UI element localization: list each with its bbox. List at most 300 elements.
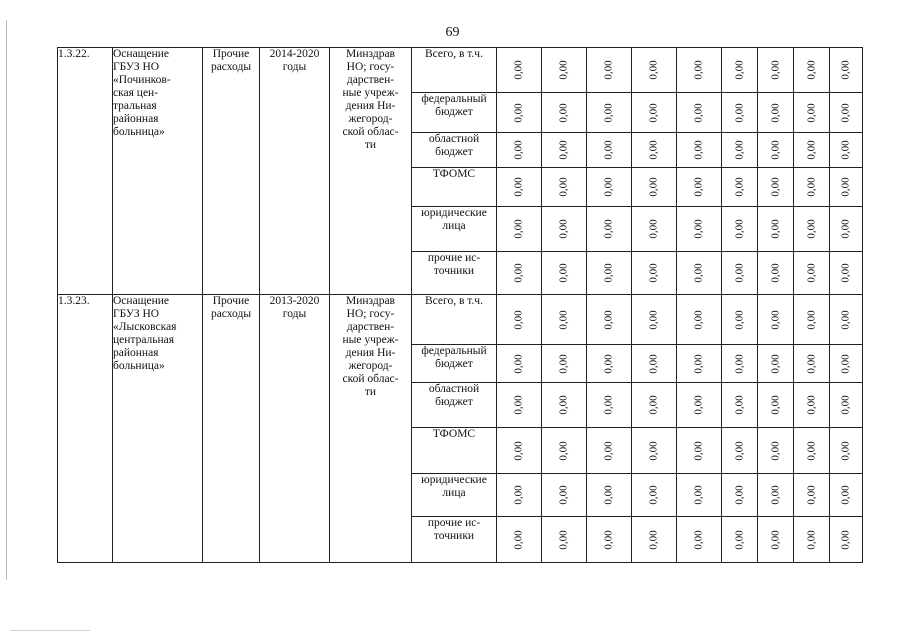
amount-value: 0,00 <box>692 353 705 374</box>
executor-line: ные учреж- <box>342 87 399 99</box>
amount-cell <box>758 252 794 295</box>
funding-source-line: юридические <box>421 474 487 486</box>
funding-source-line: бюджет <box>435 358 473 370</box>
amount-cell <box>497 168 542 207</box>
amount-cell <box>632 345 677 383</box>
funding-source-line: бюджет <box>435 396 473 408</box>
amount-cell <box>497 517 542 563</box>
amount-cell <box>497 383 542 428</box>
amount-value: 0,00 <box>733 485 745 505</box>
funding-source <box>412 383 497 428</box>
amount-cell <box>542 133 587 168</box>
period <box>260 295 330 563</box>
amount-value: 0,00 <box>805 263 817 283</box>
item-name <box>113 48 203 295</box>
amount-cell <box>497 295 542 345</box>
amount-cell <box>677 517 722 563</box>
executor-line: ской облас- <box>342 373 399 385</box>
amount-cell <box>722 93 758 133</box>
amount-value: 0,00 <box>647 219 660 239</box>
executor-line: дения Ни- <box>345 100 396 112</box>
amount-cell <box>830 295 863 345</box>
amount-value: 0,00 <box>512 140 525 160</box>
amount-cell <box>722 207 758 252</box>
amount-cell <box>542 48 587 93</box>
amount-cell <box>497 48 542 93</box>
amount-cell <box>542 295 587 345</box>
amount-value: 0,00 <box>647 440 660 461</box>
amount-cell <box>722 517 758 563</box>
funding-source-line: лица <box>442 220 466 232</box>
amount-value: 0,00 <box>557 485 570 505</box>
amount-value: 0,00 <box>692 309 705 330</box>
amount-value: 0,00 <box>805 529 817 550</box>
amount-value: 0,00 <box>769 102 781 123</box>
amount-cell <box>794 474 830 517</box>
executor-line: дарствен- <box>346 74 395 86</box>
amount-cell <box>830 48 863 93</box>
amount-cell <box>677 474 722 517</box>
amount-cell <box>794 133 830 168</box>
amount-value: 0,00 <box>602 102 615 123</box>
amount-value: 0,00 <box>647 102 660 123</box>
amount-value: 0,00 <box>647 60 660 80</box>
amount-cell <box>830 474 863 517</box>
amount-cell <box>587 474 632 517</box>
amount-cell <box>758 517 794 563</box>
funding-source-line: прочие ис- <box>427 517 481 529</box>
funding-source <box>412 295 497 345</box>
amount-value: 0,00 <box>647 353 660 374</box>
amount-value: 0,00 <box>557 60 570 80</box>
page-number: 69 <box>445 25 460 40</box>
expense-type-line: расходы <box>210 308 252 320</box>
amount-value: 0,00 <box>805 177 817 197</box>
amount-value: 0,00 <box>512 60 525 80</box>
amount-value: 0,00 <box>512 219 525 239</box>
amount-value: 0,00 <box>839 529 852 550</box>
period-line: годы <box>282 61 307 73</box>
amount-value: 0,00 <box>769 263 781 283</box>
amount-value: 0,00 <box>512 177 525 197</box>
amount-cell <box>587 133 632 168</box>
amount-cell <box>542 428 587 474</box>
expense-type <box>203 48 260 295</box>
amount-cell <box>497 207 542 252</box>
expense-type-line: расходы <box>210 61 252 73</box>
amount-value: 0,00 <box>692 263 705 283</box>
amount-value: 0,00 <box>512 440 525 461</box>
amount-cell <box>794 93 830 133</box>
amount-cell <box>542 252 587 295</box>
item-name-line: больница» <box>113 126 165 138</box>
item-name-line: больница» <box>113 360 165 372</box>
amount-cell <box>722 428 758 474</box>
amount-cell <box>758 383 794 428</box>
funding-source <box>412 207 497 252</box>
executor-line: НО; госу- <box>346 61 395 73</box>
amount-cell <box>722 474 758 517</box>
item-name-line: районная <box>113 347 159 359</box>
amount-value: 0,00 <box>839 353 852 374</box>
amount-value: 0,00 <box>769 353 781 374</box>
amount-cell <box>830 252 863 295</box>
amount-cell <box>677 295 722 345</box>
amount-value: 0,00 <box>602 219 615 239</box>
amount-cell <box>830 93 863 133</box>
funding-source-line: Всего, в т.ч. <box>425 295 483 307</box>
amount-cell <box>722 295 758 345</box>
amount-value: 0,00 <box>647 263 660 283</box>
amount-value: 0,00 <box>602 353 615 374</box>
amount-value: 0,00 <box>839 485 852 505</box>
amount-cell <box>632 207 677 252</box>
amount-cell <box>722 345 758 383</box>
item-name-line: «Починков- <box>113 74 171 86</box>
amount-cell <box>587 295 632 345</box>
amount-cell <box>722 252 758 295</box>
amount-cell <box>794 252 830 295</box>
amount-value: 0,00 <box>557 309 570 330</box>
amount-value: 0,00 <box>805 60 817 80</box>
funding-source-line: бюджет <box>435 146 473 158</box>
amount-value: 0,00 <box>557 219 570 239</box>
amount-value: 0,00 <box>602 395 615 415</box>
amount-value: 0,00 <box>692 140 705 160</box>
executor <box>330 295 412 563</box>
amount-cell <box>794 48 830 93</box>
amount-cell <box>722 48 758 93</box>
item-name-line: ская цен- <box>113 87 159 99</box>
amount-value: 0,00 <box>692 102 705 123</box>
amount-cell <box>794 168 830 207</box>
amount-cell <box>794 517 830 563</box>
amount-value: 0,00 <box>512 395 525 415</box>
funding-source-line: Всего, в т.ч. <box>425 48 483 60</box>
amount-cell <box>632 383 677 428</box>
amount-cell <box>722 168 758 207</box>
amount-cell <box>830 207 863 252</box>
amount-value: 0,00 <box>733 60 745 80</box>
amount-value: 0,00 <box>839 440 852 461</box>
amount-value: 0,00 <box>602 263 615 283</box>
funding-source-line: ТФОМС <box>432 428 476 440</box>
amount-cell <box>830 517 863 563</box>
amount-cell <box>632 428 677 474</box>
amount-cell <box>794 207 830 252</box>
executor-line: жегород- <box>348 113 393 125</box>
amount-value: 0,00 <box>512 529 525 550</box>
item-name-line: Оснащение <box>113 48 170 60</box>
amount-cell <box>722 133 758 168</box>
amount-value: 0,00 <box>769 309 781 330</box>
amount-value: 0,00 <box>805 140 817 160</box>
amount-cell <box>587 517 632 563</box>
funding-source-line: ТФОМС <box>432 168 476 180</box>
executor-line: ской облас- <box>342 126 399 138</box>
amount-value: 0,00 <box>557 140 570 160</box>
amount-cell <box>632 252 677 295</box>
scan-artifact <box>10 630 90 631</box>
amount-value: 0,00 <box>512 353 525 374</box>
amount-cell <box>830 133 863 168</box>
amount-value: 0,00 <box>805 440 817 461</box>
funding-source-line: лица <box>442 487 466 499</box>
amount-cell <box>542 474 587 517</box>
amount-value: 0,00 <box>557 353 570 374</box>
amount-cell <box>497 252 542 295</box>
amount-cell <box>758 345 794 383</box>
amount-cell <box>758 168 794 207</box>
amount-value: 0,00 <box>692 177 705 197</box>
amount-value: 0,00 <box>557 529 570 550</box>
period-line: годы <box>282 308 307 320</box>
amount-cell <box>830 168 863 207</box>
amount-cell <box>677 207 722 252</box>
executor-line: дарствен- <box>346 321 395 333</box>
amount-value: 0,00 <box>769 60 781 80</box>
item-name-line: ГБУЗ НО <box>113 61 160 73</box>
amount-value: 0,00 <box>647 309 660 330</box>
amount-value: 0,00 <box>733 263 745 283</box>
funding-source-line: федеральный <box>421 345 487 357</box>
amount-cell <box>830 383 863 428</box>
amount-cell <box>677 48 722 93</box>
amount-value: 0,00 <box>839 102 852 123</box>
amount-value: 0,00 <box>839 177 852 197</box>
executor-line: ные учреж- <box>342 334 399 346</box>
amount-cell <box>587 93 632 133</box>
amount-cell <box>677 252 722 295</box>
amount-cell <box>542 345 587 383</box>
amount-value: 0,00 <box>733 309 745 330</box>
amount-value: 0,00 <box>692 395 705 415</box>
funding-source-line: федеральный <box>421 93 487 105</box>
amount-value: 0,00 <box>512 485 525 505</box>
amount-cell <box>632 168 677 207</box>
funding-source <box>412 93 497 133</box>
amount-cell <box>677 133 722 168</box>
amount-value: 0,00 <box>733 102 745 123</box>
funding-source <box>412 345 497 383</box>
funding-source <box>412 168 497 207</box>
amount-cell <box>758 428 794 474</box>
amount-value: 0,00 <box>512 263 525 283</box>
amount-value: 0,00 <box>602 60 615 80</box>
scan-edge-line <box>6 20 7 580</box>
amount-cell <box>587 428 632 474</box>
executor-line: Минздрав <box>345 48 395 60</box>
amount-value: 0,00 <box>805 219 817 239</box>
amount-value: 0,00 <box>805 353 817 374</box>
amount-cell <box>794 383 830 428</box>
amount-value: 0,00 <box>692 440 705 461</box>
amount-value: 0,00 <box>733 219 745 239</box>
amount-cell <box>632 474 677 517</box>
amount-value: 0,00 <box>839 263 852 283</box>
item-name <box>113 295 203 563</box>
amount-cell <box>542 93 587 133</box>
amount-cell <box>497 345 542 383</box>
funding-source <box>412 133 497 168</box>
amount-value: 0,00 <box>602 309 615 330</box>
amount-cell <box>542 207 587 252</box>
amount-cell <box>830 345 863 383</box>
amount-cell <box>497 474 542 517</box>
amount-value: 0,00 <box>557 102 570 123</box>
funding-source-line: прочие ис- <box>427 252 481 264</box>
amount-value: 0,00 <box>647 177 660 197</box>
executor-line: жегород- <box>348 360 393 372</box>
item-code: 1.3.23. <box>58 295 113 563</box>
amount-cell <box>758 474 794 517</box>
amount-value: 0,00 <box>602 140 615 160</box>
amount-cell <box>677 168 722 207</box>
amount-value: 0,00 <box>769 485 781 505</box>
amount-value: 0,00 <box>512 102 525 123</box>
amount-value: 0,00 <box>805 309 817 330</box>
amount-cell <box>497 428 542 474</box>
item-name-line: районная <box>113 113 159 125</box>
amount-value: 0,00 <box>733 440 745 461</box>
funding-source <box>412 48 497 93</box>
amount-cell <box>677 345 722 383</box>
funding-source-line: юридические <box>421 207 487 219</box>
table-row <box>58 295 863 345</box>
amount-value: 0,00 <box>733 177 745 197</box>
amount-cell <box>632 295 677 345</box>
executor-line: Минздрав <box>345 295 395 307</box>
funding-source <box>412 517 497 563</box>
item-name-line: центральная <box>113 334 175 346</box>
amount-cell <box>632 93 677 133</box>
amount-value: 0,00 <box>647 395 660 415</box>
amount-value: 0,00 <box>557 263 570 283</box>
funding-source <box>412 428 497 474</box>
item-name-line: ГБУЗ НО <box>113 308 160 320</box>
amount-value: 0,00 <box>692 219 705 239</box>
amount-cell <box>587 345 632 383</box>
amount-cell <box>758 93 794 133</box>
amount-cell <box>677 93 722 133</box>
amount-value: 0,00 <box>805 395 817 415</box>
amount-cell <box>542 517 587 563</box>
funding-source-line: областной <box>428 133 480 145</box>
amount-value: 0,00 <box>557 395 570 415</box>
amount-cell <box>794 428 830 474</box>
amount-value: 0,00 <box>557 177 570 197</box>
amount-cell <box>542 383 587 428</box>
amount-cell <box>497 93 542 133</box>
amount-value: 0,00 <box>733 353 745 374</box>
expense-type-line: Прочие <box>212 295 250 307</box>
item-name-line: тральная <box>113 100 157 112</box>
table-row <box>58 48 863 93</box>
amount-value: 0,00 <box>769 177 781 197</box>
amount-value: 0,00 <box>805 485 817 505</box>
amount-cell <box>542 168 587 207</box>
amount-value: 0,00 <box>733 395 745 415</box>
funding-source <box>412 252 497 295</box>
amount-value: 0,00 <box>647 485 660 505</box>
amount-cell <box>632 133 677 168</box>
period-line: 2014-2020 <box>269 48 320 60</box>
item-name-line: Оснащение <box>113 295 170 307</box>
amount-value: 0,00 <box>769 440 781 461</box>
amount-value: 0,00 <box>692 529 705 550</box>
amount-cell <box>794 345 830 383</box>
amount-cell <box>587 252 632 295</box>
amount-cell <box>758 207 794 252</box>
amount-value: 0,00 <box>647 140 660 160</box>
executor <box>330 48 412 295</box>
amount-value: 0,00 <box>647 529 660 550</box>
period <box>260 48 330 295</box>
period-line: 2013-2020 <box>269 295 320 307</box>
item-name-line: «Лысковская <box>113 321 177 333</box>
amount-cell <box>758 295 794 345</box>
amount-value: 0,00 <box>839 395 852 415</box>
amount-value: 0,00 <box>839 309 852 330</box>
amount-cell <box>758 133 794 168</box>
amount-value: 0,00 <box>769 219 781 239</box>
amount-value: 0,00 <box>839 60 852 80</box>
funding-source-line: точники <box>433 530 475 542</box>
amount-cell <box>677 428 722 474</box>
amount-value: 0,00 <box>557 440 570 461</box>
amount-value: 0,00 <box>602 177 615 197</box>
amount-cell <box>497 133 542 168</box>
expense-type-line: Прочие <box>212 48 250 60</box>
executor-line: НО; госу- <box>346 308 395 320</box>
amount-cell <box>632 517 677 563</box>
amount-value: 0,00 <box>602 485 615 505</box>
amount-cell <box>830 428 863 474</box>
amount-cell <box>587 383 632 428</box>
amount-value: 0,00 <box>839 140 852 160</box>
item-code: 1.3.22. <box>58 48 113 295</box>
amount-value: 0,00 <box>602 529 615 550</box>
amount-value: 0,00 <box>733 529 745 550</box>
amount-value: 0,00 <box>733 140 745 160</box>
amount-cell <box>677 383 722 428</box>
amount-value: 0,00 <box>839 219 852 239</box>
amount-cell <box>632 48 677 93</box>
funding-source <box>412 474 497 517</box>
amount-cell <box>758 48 794 93</box>
amount-value: 0,00 <box>769 395 781 415</box>
amount-value: 0,00 <box>602 440 615 461</box>
amount-cell <box>587 168 632 207</box>
funding-source-line: областной <box>428 383 480 395</box>
amount-value: 0,00 <box>692 60 705 80</box>
amount-cell <box>794 295 830 345</box>
executor-line: ти <box>364 386 377 398</box>
budget-table <box>57 47 863 563</box>
amount-value: 0,00 <box>692 485 705 505</box>
funding-source-line: бюджет <box>435 106 473 118</box>
amount-cell <box>587 207 632 252</box>
expense-type <box>203 295 260 563</box>
amount-value: 0,00 <box>769 529 781 550</box>
amount-cell <box>722 383 758 428</box>
amount-value: 0,00 <box>805 102 817 123</box>
amount-value: 0,00 <box>512 309 525 330</box>
executor-line: дения Ни- <box>345 347 396 359</box>
amount-value: 0,00 <box>769 140 781 160</box>
executor-line: ти <box>364 139 377 151</box>
funding-source-line: точники <box>433 265 475 277</box>
